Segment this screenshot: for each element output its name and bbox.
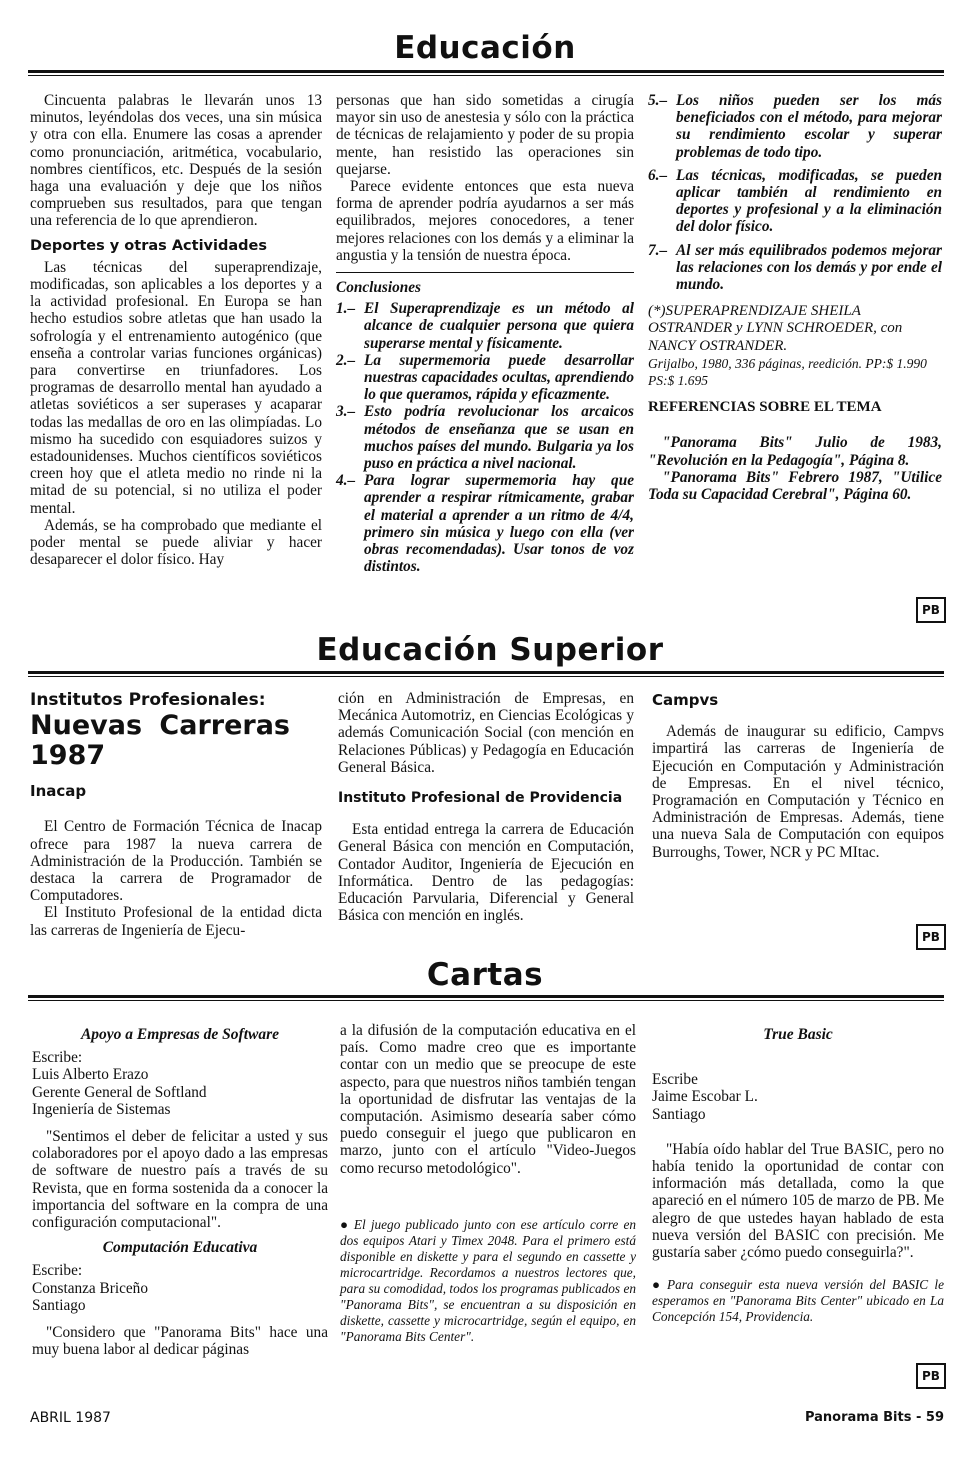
pb-logo: PB [916,597,946,623]
paragraph: El Instituto Profesional de la entidad dicta las carreras de Ingeniería de Ejecu- [30,904,322,939]
paragraph: personas que han sido sometidas a cirugía mayor sin uso de anestesia y sólo con la práctica de técnicas de relajamiento y poder de su propia mente, han resistido las operaciones sin quejarse. [336,92,634,178]
list-item: 2.– La supermemoria puede desarrollar nuestras capacidades ocultas, aprendiendo lo que queramos, rápida y eficazmente. [336,351,634,404]
paragraph: Además, se ha comprobado que mediante el poder mental se puede aliviar y hacer desaparecer el dolor físico. Hay [30,516,322,569]
letter-body: "Había oído hablar del True BASIC, pero no había tenido la oportunidad de contar con información más detallada, como la que apareció en el número 105 de marzo de PB. Me alegro de que ustedes hayan hablado de esta nueva versión del BASIC con precisión. Me gustaría saber ¿cómo puedo conseguirla?". [652,1140,944,1262]
pb-logo: PB [916,1363,946,1389]
subheading-campvs: Campvs [652,691,719,709]
letter-title: True Basic [763,1026,833,1043]
list-item: 6.– Las técnicas, modificadas, se pueden aplicar también al rendimiento en deportes y profesional y a la eliminación del dolor físico. [648,166,942,236]
reference-item: "Panorama Bits" Febrero 1987, "Utilice Toda su Capacidad Cerebral", Página 60. [648,468,942,504]
divider [28,1000,944,1001]
divider [28,671,944,674]
section-title-cartas: Cartas [426,957,544,993]
reference-publisher: Grijalbo, 1980, 336 páginas, reedición. PP:$ 1.990 PS:$ 1.695 [648,355,927,389]
section-title-educacion-superior: Educación Superior [316,632,664,668]
column-educacion-3 [648,92,942,503]
letter-title: Computación Educativa [102,1239,258,1257]
paragraph: Además de inaugurar su edificio, Campvs impartirá las carreras de Ingeniería de Ejecución en Computación y Administración de Empresas. En el nivel técnico, Programación en Computación y Técnico en Administración de Empresas. Además, tiene una nueva Sala de Computación con equipos Burroughs, Tower, NCR y PC MItac. [652,723,944,861]
bullet-icon: ● [652,1277,663,1293]
divider [336,272,634,273]
reference-book: (*)SUPERAPRENDIZAJE SHEILA OSTRANDER y LYNN SCHROEDER, con NANCY OSTRANDER. [648,303,903,354]
list-item: 7.– Al ser más equilibrados podemos mejorar las relaciones con los demás y por ende el mundo. [648,241,942,294]
column-superior-1 [30,692,322,939]
list-item: 1.– El Superaprendizaje es un método al alcance de cualquier persona que quiera superarse mental y físicamente. [336,300,634,352]
column-cartas-2 [340,1022,636,1345]
letter-title: Apoyo a Empresas de Software [80,1026,280,1043]
footer-date: ABRIL 1987 [30,1410,111,1426]
section-title-educacion: Educación [394,30,576,66]
letter-body: "Sentimos el deber de felicitar a usted y sus colaboradores por el apoyo dado a las empresas de software de nuestro país a través de su Revista, que en forma sostenida da a conocer la importancia del software en la compra de una configuración computacional". [32,1128,328,1232]
letter-sender: Escribe Jaime Escobar L. Santiago [652,1071,758,1123]
paragraph: ción en Administración de Empresas, en Mecánica Automotriz, en Ciencias Ecológicas y además Comunicación Social (con mención en Relaciones Públicas) y Pedagogía en Educación General Básica. [338,690,634,776]
subheading-deportes: Deportes y otras Actividades [30,237,267,254]
paragraph: Parece evidente entonces que esta nueva forma de aprender podría ayudarnos a ser más equilibrados, mejores conocedores, a tener mejores relaciones con los demás y a eliminar la angustia y la tensión de nuestra época. [336,178,634,264]
paragraph: El Centro de Formación Técnica de Inacap ofrece para 1987 la nueva carrera de Administración de la Producción. También se destaca la carrera de Programador de Computadores. [30,818,322,905]
conclusiones-list-cont [648,92,942,293]
letter-sender: Escribe: Constanza Briceño Santiago [32,1262,148,1314]
conclusiones-list [336,300,634,575]
kicker: Institutos Profesionales: [30,690,266,710]
column-superior-2 [338,690,634,924]
divider [28,70,944,73]
paragraph: Cincuenta palabras le llevarán unos 13 minutos, leyéndolas dos veces, una sin música y otra con ella. Enumere las cosas a aprender como pronunciación, aritmética, vocabulario, nombres científicos, etc. Después de la sesión haga una evaluación y deje que los niños comprueben sus resultados, para que tengan una referencia de lo que aprendieron. [30,92,322,230]
column-educacion-2 [336,92,634,575]
reference-item: "Panorama Bits" Julio de 1983, "Revolución en la Pedagogía", Página 8. [648,434,942,469]
column-superior-3 [652,692,944,861]
editor-note: ● El juego publicado junto con ese artículo corre en dos equipos Atari y Timex 2048. Para el primero está disponible en diskette y para el segundo en cassette y microcartridge. Recordamos a nuestros lectores que, para su comodidad, todos los programas publicados en "Panorama Bits", se encuentran a su disposición en diskette, cassette y microcartridge, según el equipo, en "Panorama Bits Center". [340,1216,636,1344]
list-item: 3.– Esto podría revolucionar los arcaicos métodos de enseñanza que se usan en muchos países del mundo. Bulgaria ya los puso en práctica a nivel nacional. [336,403,634,473]
subheading-inacap: Inacap [30,782,87,801]
column-cartas-3 [652,1026,944,1325]
divider [28,75,944,76]
paragraph: Las técnicas del superaprendizaje, modificadas, son aplicables a los deportes y a la actividad profesional. En Europa se han hecho estudios sobre atletas que han usado la sofrología y el entrenamiento autogénico (que enseña a controlar varias funciones orgánicas) para convertirse en triunfadores. Los programas de desarrollo mental han ayudado a atletas soviéticos a ser superases y acaparar todas las medallas de oro en las olimpíadas. Lo mismo ha sucedido con esquiadores suizos y estadounidenses. Muchos científicos soviéticos creen hoy que el atleta medio no rinde ni la mitad de su potencial, si no utiliza el poder mental. [30,258,322,517]
column-cartas-1 [32,1026,328,1358]
subheading-providencia: Instituto Profesional de Providencia [338,790,623,807]
letter-sender: Escribe: Luis Alberto Erazo Gerente General de Softland Ingeniería de Sistemas [32,1049,207,1118]
pb-logo: PB [916,924,946,950]
list-item: 5.– Los niños pueden ser los más beneficiados con el método, para mejorar su rendimiento escolar y superar problemas de todo tipo. [648,92,942,161]
footer-page: Panorama Bits - 59 [804,1410,944,1425]
bullet-icon: ● [340,1216,350,1232]
headline: Nuevas Carreras 1987 [30,710,290,772]
letter-body: "Considero que "Panorama Bits" hace una muy buena labor al dedicar páginas [32,1324,328,1359]
paragraph: Esta entidad entrega la carrera de Educación General Básica con mención en Computación, Contador Auditor, Ingeniería de Ejecución en Informática. Dentro de las pedagogías: Educación Parvularia, Diferencial y General Básica con mención en inglés. [338,821,634,925]
column-educacion-1 [30,92,322,568]
conclusiones-heading: Conclusiones [336,279,422,297]
divider [28,995,944,998]
list-item: 4.– Para lograr supermemoria hay que aprender a respirar rítmicamente, grabar el material a aprender a un ritmo de 4/4, primero sin música y luego con ella (ver obras recomendadas). Usar tonos de voz distintos. [336,472,634,576]
references-heading: REFERENCIAS SOBRE EL TEMA [648,399,882,416]
letter-body-cont: a la difusión de la computación educativa en el país. Como madre creo que es importante contar con un medio que se preocupe de este aspecto, para que nuestros niños también tengan la oportunidad de disfrutar las ventajas de la computación. Asimismo desearía saber cómo puedo conseguir el juego que publicaron en marzo, junto con el artículo "Video-Juegos como recurso metodológico". [340,1022,636,1177]
divider [28,676,944,677]
editor-note: ● Para conseguir esta nueva versión del BASIC le esperamos en "Panorama Bits Center" ubicado en La Concepción 154, Providencia. [652,1277,944,1325]
